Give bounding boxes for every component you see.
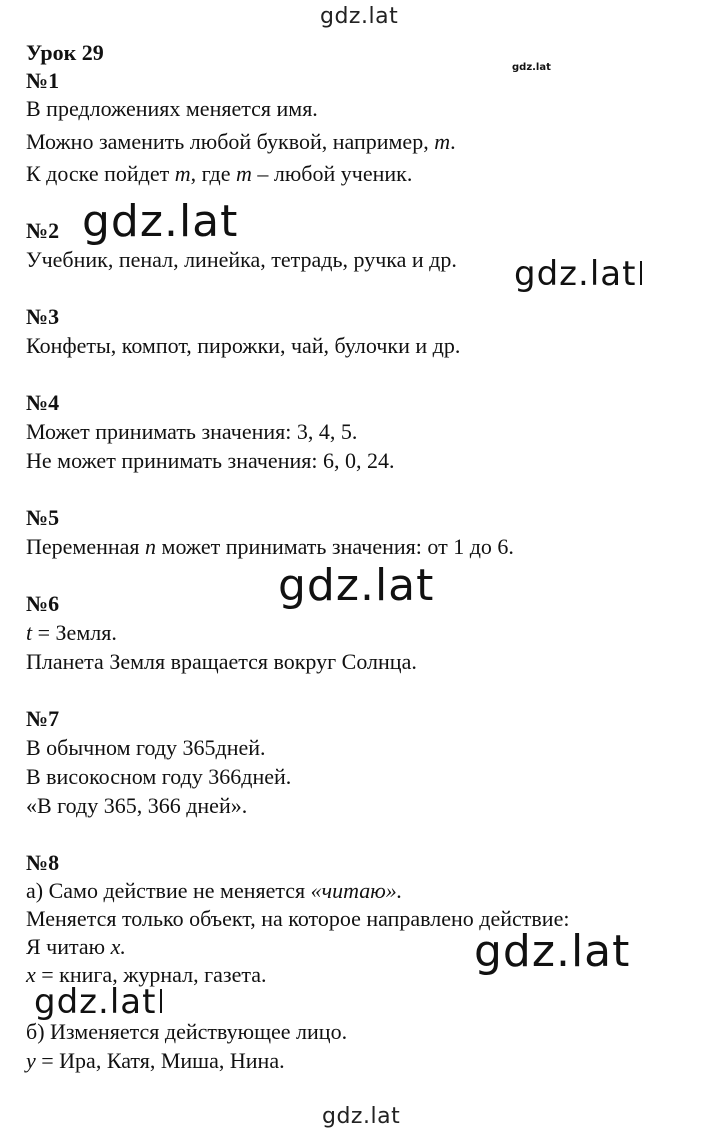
task-8-number: №8: [26, 850, 60, 875]
task-4-number: №4: [26, 390, 60, 415]
watermark-5: gdz.lat: [34, 982, 162, 1022]
task-1-line-2: [26, 129, 456, 155]
watermark-4: gdz.lat: [474, 926, 631, 977]
task-1-var-m-2: m: [174, 161, 191, 186]
task-1-var-m: m: [434, 129, 451, 154]
task-7-number: №7: [26, 706, 60, 731]
task-3-number: №3: [26, 304, 60, 329]
lesson-title: Урок 29: [26, 40, 104, 65]
task-4-line-2: Не может принимать значения: 6, 0, 24.: [26, 448, 395, 473]
task-8-var-y: y: [26, 1048, 36, 1073]
task-1-line-3-pre: К доске пойдет: [26, 161, 170, 186]
task-6-line-2: Планета Земля вращается вокруг Солнца.: [26, 649, 417, 674]
header-watermark: gdz.lat: [320, 4, 399, 29]
task-8-a-quote: «читаю».: [310, 878, 403, 903]
task-8-line-6: [26, 1048, 285, 1074]
task-2-number: №2: [26, 218, 60, 243]
watermark-3: gdz.lat: [278, 560, 435, 611]
watermark-1: gdz.lat: [82, 196, 239, 247]
task-1-line-3: [26, 161, 412, 187]
task-7-line-3: «В году 365, 366 дней».: [26, 793, 248, 818]
task-7-line-2: В високосном году 366дней.: [26, 764, 292, 789]
task-8-line-2: Меняется только объект, на которое направлено действие:: [26, 906, 570, 931]
task-8-line-4-post: = книга, журнал, газета.: [41, 962, 267, 987]
task-4-line-1: Может принимать значения: 3, 4, 5.: [26, 419, 358, 444]
task-5-var-n: n: [145, 534, 157, 559]
task-1-line-3-mid: , где: [190, 161, 231, 186]
task-6-eq: = Земля.: [37, 620, 117, 645]
task-8-var-x-2: x: [26, 962, 36, 987]
task-5-pre: Переменная: [26, 534, 140, 559]
task-8-var-x: x.: [110, 934, 126, 959]
task-1-period: .: [450, 129, 456, 154]
task-8-line-3-pre: Я читаю: [26, 934, 106, 959]
task-2-line: Учебник, пенал, линейка, тетрадь, ручка и др.: [26, 247, 457, 272]
watermark-2: gdz.lat: [514, 254, 642, 294]
task-6-line-1: [26, 620, 117, 646]
task-8-line-3: [26, 934, 126, 960]
task-6-var-t: t: [26, 620, 33, 645]
task-7-line-1: В обычном году 365дней.: [26, 735, 266, 760]
task-1-line-3-post: – любой ученик.: [257, 161, 413, 186]
task-8-line-a: [26, 878, 402, 904]
corner-watermark: gdz.lat: [512, 62, 551, 73]
task-1-line-2-text: Можно заменить любой буквой, например,: [26, 129, 429, 154]
task-8-a-pre: а) Само действие не меняется: [26, 878, 306, 903]
task-1-var-m-3: m: [236, 161, 252, 186]
task-5-number: №5: [26, 505, 60, 530]
footer-watermark: gdz.lat: [322, 1104, 401, 1129]
task-8-line-5: б) Изменяется действующее лицо.: [26, 1019, 348, 1044]
task-6-number: №6: [26, 591, 60, 616]
task-3-line: Конфеты, компот, пирожки, чай, булочки и др.: [26, 333, 461, 358]
task-1-line-1: В предложениях меняется имя.: [26, 96, 318, 121]
task-5-post: может принимать значения: от 1 до 6.: [161, 534, 514, 559]
task-5-line: [26, 534, 514, 560]
task-1-number: №1: [26, 68, 60, 93]
task-8-line-6-post: = Ира, Катя, Миша, Нина.: [41, 1048, 285, 1073]
